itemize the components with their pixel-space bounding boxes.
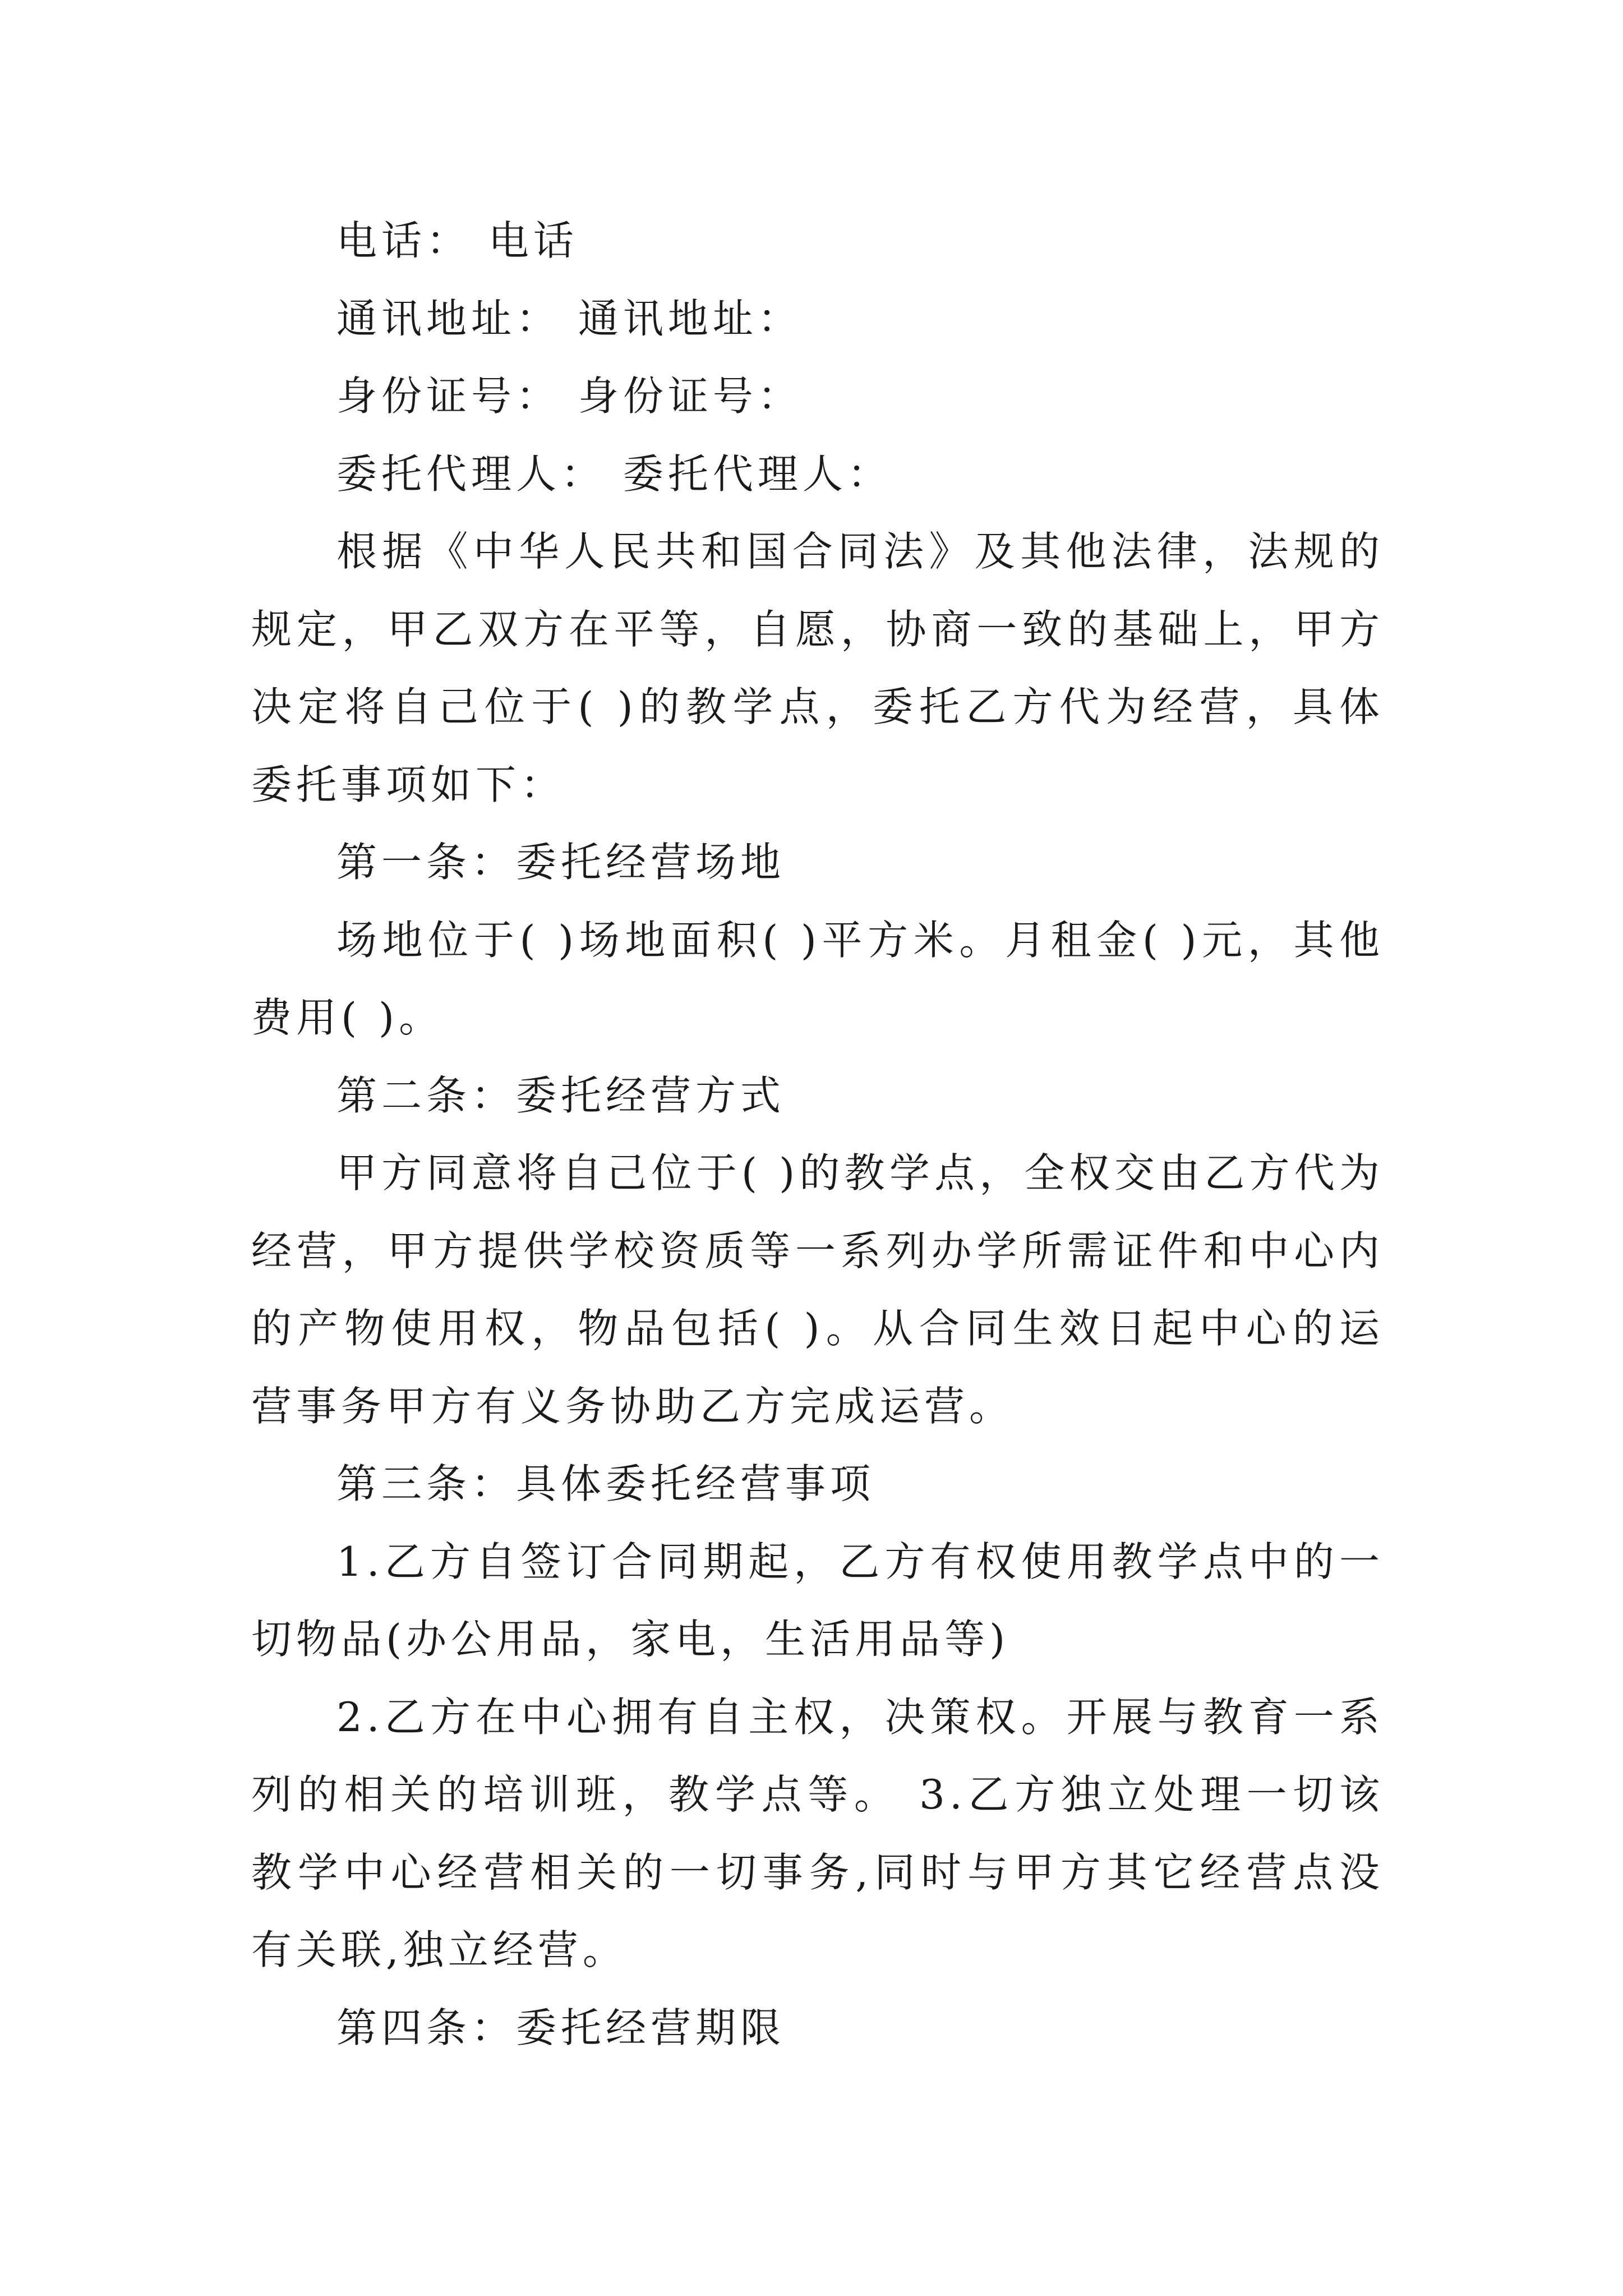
agent-line: 委托代理人： 委托代理人： xyxy=(336,450,892,498)
article-3-heading: 第三条：具体委托经营事项 xyxy=(336,1460,875,1507)
document-body xyxy=(251,202,1384,2067)
phone-line: 电话： 电话 xyxy=(336,217,578,264)
article-1-heading: 第一条：委托经营场地 xyxy=(336,839,786,886)
preamble-paragraph: 根据《中华人民共和国合同法》及其他法律，法规的规定，甲乙双方在平等，自愿，协商一致的基础上，甲方决定将自己位于( )的教学点，委托乙方代为经营，具体委托事项如下： xyxy=(251,528,1384,808)
article-1-body: 场地位于( )场地面积( )平方米。月租金( )元，其他费用( )。 xyxy=(251,916,1384,1041)
article-2-body: 甲方同意将自己位于( )的教学点，全权交由乙方代为经营，甲方提供学校资质等一系列办学所需证件和中心内的产物使用权，物品包括( )。从合同生效日起中心的运营事务甲方有义务协助乙方完成运营。 xyxy=(251,1149,1384,1430)
article-2-heading: 第二条：委托经营方式 xyxy=(336,1071,786,1119)
article-4-heading: 第四条：委托经营期限 xyxy=(336,2004,786,2051)
id-number-line: 身份证号： 身份证号： xyxy=(336,372,803,420)
address-line: 通讯地址： 通讯地址： xyxy=(336,295,803,342)
article-3-item-2-3: 2.乙方在中心拥有自主权，决策权。开展与教育一系列的相关的培训班，教学点等。 3.乙方独立处理一切该教学中心经营相关的一切事务,同时与甲方其它经营点没有关联,独立经营。 xyxy=(251,1693,1384,1973)
article-3-item-1: 1.乙方自签订合同期起，乙方有权使用教学点中的一切物品(办公用品，家电，生活用品等) xyxy=(251,1538,1384,1663)
